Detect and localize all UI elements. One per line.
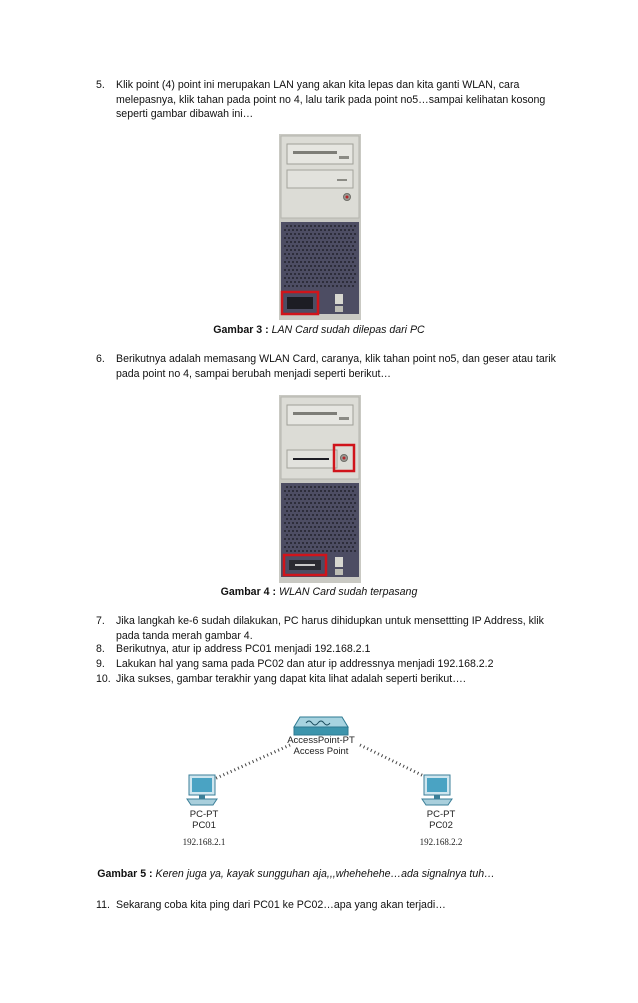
step-10 bbox=[96, 672, 566, 687]
step-5 bbox=[96, 78, 566, 122]
step-text: Jika sukses, gambar terakhir yang dapat kita lihat adalah seperti berikut…. bbox=[116, 673, 466, 685]
ap-name-label: AccessPoint-PT bbox=[287, 735, 355, 746]
pc02-icon bbox=[422, 775, 452, 805]
step-number: 9. bbox=[96, 658, 105, 670]
step-6 bbox=[96, 352, 566, 381]
wireless-link-pc01 bbox=[212, 745, 290, 780]
figure-4-label: Gambar 4 : bbox=[220, 586, 276, 598]
step-text: Jika langkah ke-6 sudah dilakukan, PC harus dihidupkan untuk mensettting IP Address, klik pada tanda merah gambar 4. bbox=[116, 615, 544, 642]
ap-type-label: Access Point bbox=[293, 746, 349, 757]
step-text: Berikutnya, atur ip address PC01 menjadi 192.168.2.1 bbox=[116, 643, 371, 655]
step-number: 8. bbox=[96, 643, 105, 655]
step-text: Lakukan hal yang sama pada PC02 dan atur ip addressnya menjadi 192.168.2.2 bbox=[116, 658, 494, 670]
step-8 bbox=[96, 642, 566, 657]
pc-tower-figure-3 bbox=[279, 134, 361, 325]
pc02-name-label: PC02 bbox=[429, 820, 453, 831]
step-text: Berikutnya adalah memasang WLAN Card, caranya, klik tahan point no5, dan geser atau tarik pada point no 4, sampai berubah menjadi seperti berikut… bbox=[116, 353, 556, 380]
figure-3-caption bbox=[0, 323, 638, 337]
figure-5-caption bbox=[0, 867, 615, 881]
pc01-ip-label: 192.168.2.1 bbox=[182, 837, 226, 847]
step-9 bbox=[96, 657, 566, 672]
pc02-ip-label: 192.168.2.2 bbox=[419, 837, 463, 847]
figure-5-label: Gambar 5 : bbox=[97, 868, 153, 880]
pc-tower-figure-4 bbox=[279, 395, 361, 588]
pc01-type-label: PC-PT bbox=[189, 809, 219, 820]
pc02-type-label: PC-PT bbox=[426, 809, 456, 820]
figure-3-text: LAN Card sudah dilepas dari PC bbox=[271, 324, 425, 336]
step-7 bbox=[96, 614, 566, 643]
step-number: 5. bbox=[96, 79, 105, 91]
step-11 bbox=[96, 898, 566, 913]
step-text: Sekarang coba kita ping dari PC01 ke PC02…apa yang akan terjadi… bbox=[116, 899, 446, 911]
pc01-icon bbox=[187, 775, 217, 805]
step-number: 10. bbox=[96, 673, 111, 685]
step-number: 6. bbox=[96, 353, 105, 365]
network-diagram bbox=[160, 705, 490, 860]
step-number: 7. bbox=[96, 615, 105, 627]
step-text: Klik point (4) point ini merupakan LAN yang akan kita lepas dan kita ganti WLAN, cara melepasnya, klik tahan pada point no 4, lalu tarik pada point no5…sampai kelihatan kosong seperti gambar dibawah ini… bbox=[116, 79, 546, 120]
figure-5-text: Keren juga ya, kayak sungguhan aja,,,whehehehe…ada signalnya tuh… bbox=[155, 868, 495, 880]
wireless-link-pc02 bbox=[360, 745, 432, 780]
figure-4-caption bbox=[0, 585, 638, 599]
step-number: 11. bbox=[96, 899, 110, 911]
pc01-name-label: PC01 bbox=[192, 820, 216, 831]
access-point-icon bbox=[294, 717, 348, 735]
figure-3-label: Gambar 3 : bbox=[213, 324, 269, 336]
figure-4-text: WLAN Card sudah terpasang bbox=[278, 586, 418, 598]
